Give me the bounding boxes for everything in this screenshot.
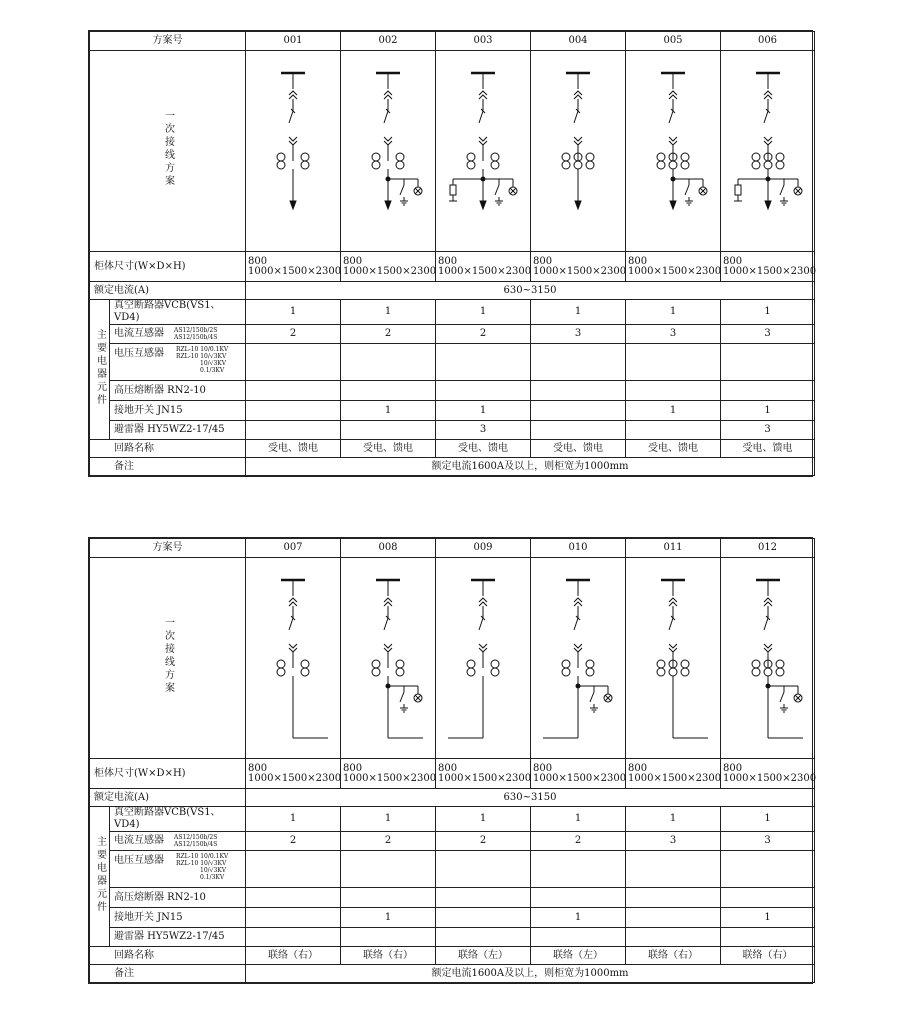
single-line-diagram — [626, 558, 720, 758]
circuit-name: 联络（右） — [721, 947, 815, 965]
ct-spec: AS12/150b/2S AS12/150b/4S — [174, 327, 218, 341]
disconnect-lower-icon — [479, 137, 487, 141]
breaker-icon — [574, 618, 578, 630]
single-line-diagram — [626, 51, 720, 251]
circuit-name: 受电、馈电 — [626, 440, 721, 458]
diagram-cell — [626, 51, 721, 252]
earth-switch-qty — [436, 908, 531, 928]
pt-label-cell — [110, 344, 246, 381]
diagram-cell — [626, 558, 721, 759]
pt-qty — [626, 851, 721, 888]
fuse-qty — [626, 888, 721, 908]
earth-switch-qty: 1 — [721, 908, 815, 928]
scheme-id: 002 — [341, 32, 436, 51]
current-transformer-icon — [396, 660, 404, 668]
vcb-qty: 1 — [341, 300, 436, 325]
breaker-icon — [289, 111, 293, 123]
feeder-arrow-icon — [765, 201, 771, 209]
arrester-qty — [626, 421, 721, 440]
current-transformer-icon — [467, 153, 475, 161]
header-label: 方案号 — [90, 539, 246, 558]
earth-switch-qty — [246, 401, 341, 421]
diagram-label: 一次接线方案 — [162, 110, 174, 188]
current-transformer-icon — [277, 153, 285, 161]
current-transformer-icon — [657, 153, 665, 161]
ct-qty: 2 — [246, 832, 341, 851]
diagram-cell — [341, 558, 436, 759]
arrester-qty — [246, 928, 341, 947]
single-line-diagram — [721, 51, 815, 251]
feeder-arrow-icon — [480, 201, 486, 209]
pt-qty — [531, 851, 626, 888]
scheme-id: 011 — [626, 539, 721, 558]
single-line-diagram — [531, 51, 625, 251]
main-components-label: 主要电器元件 — [94, 328, 106, 407]
ct-label: 电流互感器 — [114, 328, 164, 339]
ct-qty: 2 — [246, 325, 341, 344]
arrester-qty — [246, 421, 341, 440]
ct-qty: 3 — [626, 832, 721, 851]
single-line-diagram — [531, 558, 625, 758]
vcb-qty: 1 — [246, 807, 341, 832]
vcb-qty: 1 — [436, 300, 531, 325]
current-transformer-icon — [776, 660, 784, 668]
size-label: 柜体尺寸(W×D×H) — [90, 252, 246, 282]
remark-label: 备注 — [90, 458, 246, 476]
current-transformer-icon — [657, 660, 665, 668]
earth-switch-qty: 1 — [531, 908, 626, 928]
breaker-icon — [574, 111, 578, 123]
header-label: 方案号 — [90, 32, 246, 51]
rated-current-label: 额定电流(A) — [90, 789, 246, 807]
size-cell: 800 1000×1500×2300 — [246, 759, 341, 789]
pt-qty — [531, 344, 626, 381]
pt-spec: RZL-10 10/0.1KV RZL-10 10/√3KV 10/√3KV 0.1/3KV — [176, 853, 229, 881]
size-cell: 800 1000×1500×2300 — [531, 759, 626, 789]
circuit-name: 受电、馈电 — [246, 440, 341, 458]
ct-qty: 2 — [531, 832, 626, 851]
scheme-table — [88, 537, 817, 984]
pt-qty — [436, 851, 531, 888]
current-transformer-icon — [372, 153, 380, 161]
earth-switch-icon — [400, 692, 404, 702]
single-line-diagram — [246, 558, 340, 758]
current-transformer-icon — [491, 153, 499, 161]
current-transformer-icon — [467, 660, 475, 668]
ct-qty: 3 — [721, 832, 815, 851]
size-cell: 800 1000×1500×2300 — [626, 759, 721, 789]
scheme-id: 004 — [531, 32, 626, 51]
scheme-id: 007 — [246, 539, 341, 558]
breaker-icon — [384, 111, 388, 123]
ct-qty: 2 — [436, 325, 531, 344]
arrester-qty — [341, 421, 436, 440]
arrester-qty — [626, 928, 721, 947]
ct-qty: 2 — [436, 832, 531, 851]
vcb-qty: 1 — [626, 300, 721, 325]
fuse-qty — [341, 381, 436, 401]
earth-switch-qty: 1 — [341, 908, 436, 928]
disconnect-lower-icon — [574, 644, 582, 648]
single-line-diagram — [341, 51, 435, 251]
vcb-qty: 1 — [531, 807, 626, 832]
single-line-diagram — [721, 558, 815, 758]
earth-switch-qty — [531, 401, 626, 421]
disconnect-lower-icon — [574, 137, 582, 141]
circuit-name: 联络（右） — [246, 947, 341, 965]
current-transformer-icon — [776, 153, 784, 161]
circuit-name: 联络（右） — [626, 947, 721, 965]
scheme-id: 001 — [246, 32, 341, 51]
fuse-qty — [721, 381, 815, 401]
arrester-label: 避雷器 HY5WZ2-17/45 — [110, 928, 246, 947]
earth-switch-qty — [626, 908, 721, 928]
breaker-icon — [764, 618, 768, 630]
diagram-cell — [531, 558, 626, 759]
diagram-cell — [721, 51, 815, 252]
main-components-label: 主要电器元件 — [94, 835, 106, 914]
scheme-id: 006 — [721, 32, 815, 51]
size-label: 柜体尺寸(W×D×H) — [90, 759, 246, 789]
earth-switch-icon — [780, 692, 784, 702]
vcb-qty: 1 — [721, 300, 815, 325]
ct-spec: AS12/150b/2S AS12/150b/4S — [174, 834, 218, 848]
ct-label: 电流互感器 — [114, 835, 164, 846]
rated-current-value: 630~3150 — [246, 789, 815, 807]
single-line-diagram — [436, 558, 530, 758]
disconnect-lower-icon — [764, 137, 772, 141]
circuit-name: 受电、馈电 — [531, 440, 626, 458]
size-cell: 800 1000×1500×2300 — [626, 252, 721, 282]
arrester-qty — [436, 928, 531, 947]
circuit-name: 受电、馈电 — [436, 440, 531, 458]
vcb-qty: 1 — [246, 300, 341, 325]
pt-qty — [341, 851, 436, 888]
single-line-diagram — [436, 51, 530, 251]
fuse-qty — [436, 888, 531, 908]
earth-switch-label: 接地开关 JN15 — [110, 908, 246, 928]
current-transformer-icon — [562, 660, 570, 668]
diagram-cell — [436, 51, 531, 252]
current-transformer-icon — [396, 153, 404, 161]
current-transformer-icon — [301, 660, 309, 668]
pt-qty — [721, 344, 815, 381]
current-transformer-icon — [586, 153, 594, 161]
disconnect-lower-icon — [669, 644, 677, 648]
surge-arrester-icon — [735, 185, 741, 195]
pt-label: 电压互感器 — [114, 348, 164, 359]
feeder-arrow-icon — [670, 201, 676, 209]
disconnect-lower-icon — [384, 644, 392, 648]
fuse-qty — [626, 381, 721, 401]
circuit-name: 联络（左） — [436, 947, 531, 965]
pt-qty — [246, 851, 341, 888]
breaker-icon — [479, 111, 483, 123]
circuit-name: 联络（右） — [341, 947, 436, 965]
breaker-icon — [289, 618, 293, 630]
arrester-qty: 3 — [721, 421, 815, 440]
arrester-qty — [341, 928, 436, 947]
fuse-label: 高压熔断器 RN2-10 — [110, 888, 246, 908]
ct-qty: 2 — [341, 832, 436, 851]
current-transformer-icon — [372, 660, 380, 668]
current-transformer-icon — [586, 660, 594, 668]
pt-qty — [341, 344, 436, 381]
ct-label-cell — [110, 832, 246, 851]
arrester-qty: 3 — [436, 421, 531, 440]
pt-qty — [721, 851, 815, 888]
single-line-diagram — [246, 51, 340, 251]
rated-current-value: 630~3150 — [246, 282, 815, 300]
earth-switch-label: 接地开关 JN15 — [110, 401, 246, 421]
vcb-qty: 1 — [721, 807, 815, 832]
scheme-id: 005 — [626, 32, 721, 51]
vcb-qty: 1 — [626, 807, 721, 832]
breaker-icon — [764, 111, 768, 123]
pt-qty — [246, 344, 341, 381]
disconnect-lower-icon — [479, 644, 487, 648]
diagram-cell — [721, 558, 815, 759]
size-cell: 800 1000×1500×2300 — [721, 759, 815, 789]
earth-switch-qty: 1 — [626, 401, 721, 421]
ct-qty: 3 — [626, 325, 721, 344]
size-cell: 800 1000×1500×2300 — [341, 759, 436, 789]
vcb-qty: 1 — [341, 807, 436, 832]
current-transformer-icon — [752, 660, 760, 668]
pt-label-cell — [110, 851, 246, 888]
disconnect-lower-icon — [289, 644, 297, 648]
pt-qty — [626, 344, 721, 381]
size-cell: 800 1000×1500×2300 — [721, 252, 815, 282]
current-transformer-icon — [277, 660, 285, 668]
earth-switch-qty: 1 — [341, 401, 436, 421]
disconnect-lower-icon — [289, 137, 297, 141]
current-transformer-icon — [681, 153, 689, 161]
diagram-cell — [246, 51, 341, 252]
current-transformer-icon — [562, 153, 570, 161]
surge-arrester-icon — [450, 185, 456, 195]
arrester-qty — [721, 928, 815, 947]
diagram-label: 一次接线方案 — [162, 617, 174, 695]
scheme-id: 012 — [721, 539, 815, 558]
disconnect-lower-icon — [669, 137, 677, 141]
remark-label: 备注 — [90, 965, 246, 983]
circuit-name: 受电、馈电 — [721, 440, 815, 458]
scheme-id: 009 — [436, 539, 531, 558]
scheme-id: 003 — [436, 32, 531, 51]
fuse-qty — [436, 381, 531, 401]
earth-switch-qty: 1 — [436, 401, 531, 421]
fuse-qty — [246, 381, 341, 401]
fuse-label: 高压熔断器 RN2-10 — [110, 381, 246, 401]
disconnect-lower-icon — [384, 137, 392, 141]
size-cell: 800 1000×1500×2300 — [436, 252, 531, 282]
fuse-qty — [531, 888, 626, 908]
circuit-label: 回路名称 — [90, 440, 246, 458]
ct-qty: 3 — [531, 325, 626, 344]
scheme-id: 010 — [531, 539, 626, 558]
fuse-qty — [531, 381, 626, 401]
current-transformer-icon — [491, 660, 499, 668]
vcb-qty: 1 — [531, 300, 626, 325]
circuit-label: 回路名称 — [90, 947, 246, 965]
disconnect-lower-icon — [764, 644, 772, 648]
breaker-icon — [669, 111, 673, 123]
earth-switch-qty — [246, 908, 341, 928]
feeder-arrow-icon — [290, 201, 296, 209]
diagram-cell — [246, 558, 341, 759]
earth-switch-icon — [495, 185, 499, 195]
vcb-label: 真空断路器VCB(VS1、VD4) — [110, 807, 246, 832]
earth-switch-icon — [780, 185, 784, 195]
pt-label: 电压互感器 — [114, 855, 164, 866]
breaker-icon — [669, 618, 673, 630]
diagram-cell — [436, 558, 531, 759]
arrester-qty — [531, 928, 626, 947]
current-transformer-icon — [752, 153, 760, 161]
ct-label-cell — [110, 325, 246, 344]
fuse-qty — [246, 888, 341, 908]
scheme-id: 008 — [341, 539, 436, 558]
remark-value: 额定电流1600A及以上，则柜宽为1000mm — [246, 965, 815, 983]
arrester-label: 避雷器 HY5WZ2-17/45 — [110, 421, 246, 440]
earth-switch-icon — [685, 185, 689, 195]
breaker-icon — [384, 618, 388, 630]
fuse-qty — [341, 888, 436, 908]
earth-switch-icon — [590, 692, 594, 702]
feeder-arrow-icon — [575, 201, 581, 209]
size-cell: 800 1000×1500×2300 — [436, 759, 531, 789]
ct-qty: 2 — [341, 325, 436, 344]
circuit-name: 受电、馈电 — [341, 440, 436, 458]
pt-qty — [436, 344, 531, 381]
feeder-arrow-icon — [385, 201, 391, 209]
earth-switch-icon — [400, 185, 404, 195]
fuse-qty — [721, 888, 815, 908]
scheme-table — [88, 30, 817, 477]
pt-spec: RZL-10 10/0.1KV RZL-10 10/√3KV 10/√3KV 0.1/3KV — [176, 346, 229, 374]
size-cell: 800 1000×1500×2300 — [531, 252, 626, 282]
size-cell: 800 1000×1500×2300 — [341, 252, 436, 282]
remark-value: 额定电流1600A及以上，则柜宽为1000mm — [246, 458, 815, 476]
rated-current-label: 额定电流(A) — [90, 282, 246, 300]
vcb-qty: 1 — [436, 807, 531, 832]
current-transformer-icon — [301, 153, 309, 161]
diagram-cell — [531, 51, 626, 252]
diagram-cell — [341, 51, 436, 252]
earth-switch-qty: 1 — [721, 401, 815, 421]
single-line-diagram — [341, 558, 435, 758]
circuit-name: 联络（左） — [531, 947, 626, 965]
vcb-label: 真空断路器VCB(VS1、VD4) — [110, 300, 246, 325]
ct-qty: 3 — [721, 325, 815, 344]
current-transformer-icon — [681, 660, 689, 668]
arrester-qty — [531, 421, 626, 440]
breaker-icon — [479, 618, 483, 630]
size-cell: 800 1000×1500×2300 — [246, 252, 341, 282]
